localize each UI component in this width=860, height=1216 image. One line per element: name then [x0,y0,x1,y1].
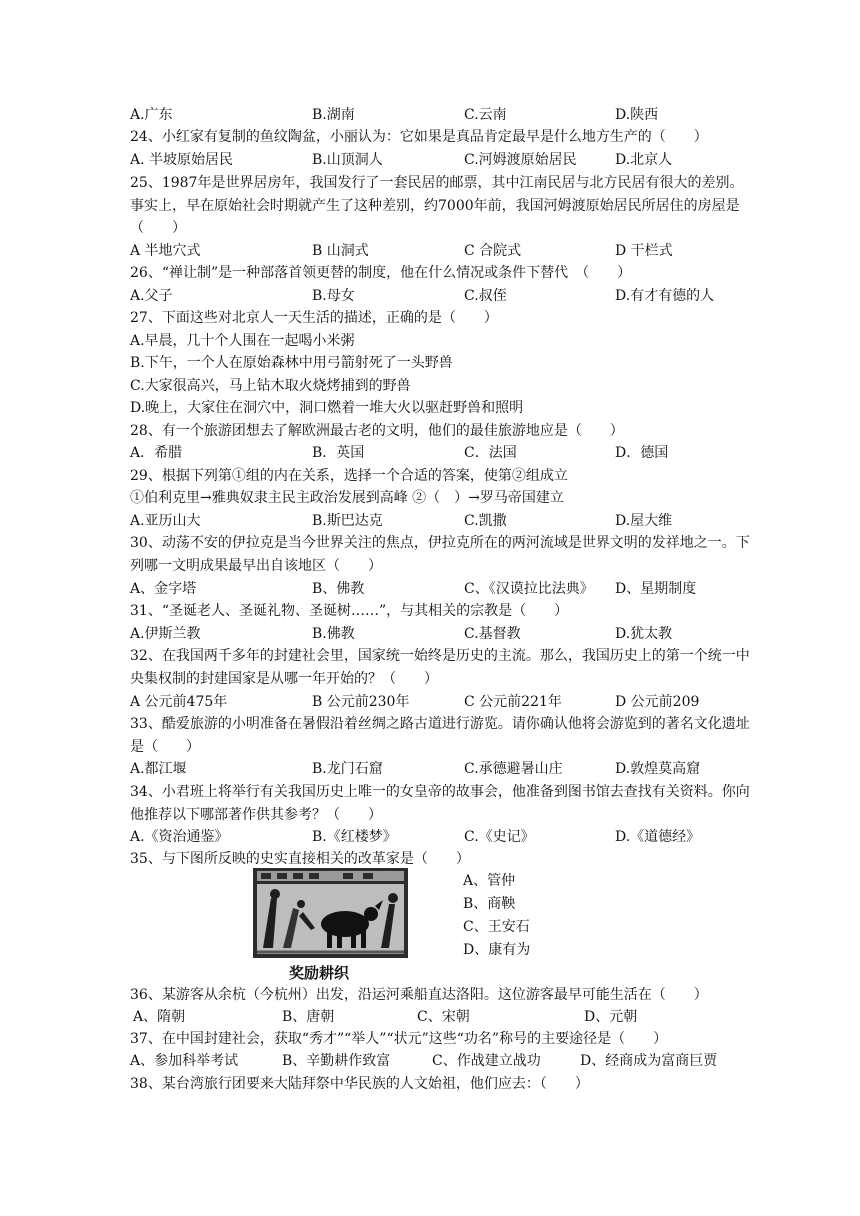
option-a: A.父子 [130,288,173,304]
option-c: C、作战建立战功 [432,1053,541,1069]
q35-option-a: A、管仲 [463,873,516,889]
q35-option-d: D、康有为 [463,942,531,958]
option-b: B．英国 [312,445,365,461]
q30-stem: 30、动荡不安的伊拉克是当今世界关注的焦点，伊拉克所在的两河流域是世界文明的发祥地之一。下列哪一文明成果最早出自该地区（ ） [130,535,750,574]
q28-options [130,442,750,464]
q31-stem: 31、“圣诞老人、圣诞礼物、圣诞树……”，与其相关的宗教是（ ） [130,603,569,619]
q26-options [130,285,750,307]
option-d: D.敦煌莫高窟 [615,761,701,777]
q27-option-d: D.晚上，大家住在洞穴中，洞口燃着一堆大火以驱赶野兽和照明 [130,400,524,416]
q27-option-b: B.下午，一个人在原始森林中用弓箭射死了一头野兽 [130,355,453,371]
q33-stem: 33、酷爱旅游的小明准备在暑假沿着丝绸之路古道进行游览。请你确认他将会游览到的著名文化遗址是（ ） [130,716,750,755]
option-c: C、《汉谟拉比法典》 [464,581,594,597]
option-d: D 公元前209 [615,694,700,710]
q32-options [130,691,750,713]
option-a: A. 半坡原始居民 [130,152,234,168]
q29-options [130,510,750,532]
q32-stem: 32、在我国两千多年的封建社会里，国家统一始终是历史的主流。那么，我国历史上的第一个统一中央集权制的封建国家是从哪一年开始的？（ ） [130,648,750,687]
q24-options [130,149,750,171]
option-d: D.有才有德的人 [615,288,715,304]
option-c: C.《史记》 [464,829,535,845]
option-d: D 干栏式 [615,243,673,259]
option-c: C 合院式 [464,243,522,259]
option-b: B 公元前230年 [312,694,410,710]
q33-options [130,758,750,780]
image-caption: 奖励耕织 [289,964,350,982]
q35-stem: 35、与下图所反映的史实直接相关的改革家是（ ） [130,851,470,867]
option-b: B.斯巴达克 [312,513,383,529]
option-b: B.湖南 [312,107,355,123]
option-c: C．法国 [464,445,517,461]
option-a: A.都江堰 [130,761,187,777]
option-d: D、星期制度 [615,581,697,597]
option-a: A 公元前475年 [130,694,228,710]
option-a: A 半地穴式 [130,243,201,259]
q27-option-a: A.早晨，几十个人围在一起喝小米粥 [130,333,355,349]
q25-options [130,240,750,262]
q37-options [130,1050,750,1072]
option-d: D.屋大维 [615,513,673,529]
option-b: B、辛勤耕作致富 [282,1053,391,1069]
option-d: D．德国 [615,445,669,461]
option-a: A.亚历山大 [130,513,201,529]
option-a: A.伊斯兰教 [130,626,201,642]
q26-stem: 26、“禅让制”是一种部落首领更替的制度，他在什么情况或条件下替代 （ ） [130,265,632,281]
q34-options [130,826,750,848]
q27-stem: 27、下面这些对北京人一天生活的描述，正确的是（ ） [130,310,498,326]
option-c: C.云南 [464,107,507,123]
q29-stem: 29、根据下列第①组的内在关系，选择一个合适的答案，使第②组成立 [130,468,568,484]
option-b: B.山顶洞人 [312,152,383,168]
option-d: D.陕西 [615,107,659,123]
q28-stem: 28、有一个旅游团想去了解欧洲最古老的文明，他们的最佳旅游地应是（ ） [130,423,624,439]
q34-stem: 34、小君班上将举行有关我国历史上唯一的女皇帝的故事会，他准备到图书馆去查找有关资料。你向他推荐以下哪部著作供其参考？（ ） [130,784,750,823]
option-a: A．希腊 [130,445,183,461]
q38-stem: 38、某台湾旅行团要来大陆拜祭中华民族的人文始祖，他们应去：（ ） [130,1076,589,1092]
option-c: C.承德避暑山庄 [464,761,563,777]
option-a: A.广东 [130,107,173,123]
q24-stem: 24、小红家有复制的鱼纹陶盆，小丽认为：它如果是真品肯定最早是什么地方生产的（ ） [130,129,708,145]
option-b: B.《红楼梦》 [312,829,397,845]
option-d: D、经商成为富商巨贾 [580,1053,718,1069]
option-d: D.《道德经》 [615,829,701,845]
q37-stem: 37、在中国封建社会，获取“秀才”“举人”“状元”这些“功名”称号的主要途径是（ ） [130,1031,668,1047]
q35-option-b: B、商鞅 [463,896,516,912]
q30-options [130,578,750,600]
q35-option-c: C、王安石 [463,919,530,935]
woodcut-illustration [253,868,408,958]
option-c: C.河姆渡原始居民 [464,152,577,168]
option-a: A、金字塔 [130,581,197,597]
q27-option-c: C.大家很高兴，马上钻木取火烧烤捕到的野兽 [130,378,411,394]
option-c: C 公元前221年 [464,694,562,710]
option-b: B.龙门石窟 [312,761,383,777]
option-c: C.凯撒 [464,513,507,529]
option-d: D.北京人 [615,152,673,168]
option-d: D、元朝 [584,1009,638,1025]
option-a: A、参加科举考试 [130,1053,239,1069]
q36-options [130,1006,750,1028]
option-d: D.犹太教 [615,626,673,642]
farming-woodcut-image [253,868,408,958]
option-a: A、隋朝 [133,1009,186,1025]
option-c: C、宋朝 [417,1009,470,1025]
q25-stem: 25、1987年是世界居房年，我国发行了一套民居的邮票，其中江南民居与北方民居有很大的差别。事实上，早在原始社会时期就产生了这种差别，约7000年前，我国河姆渡原始居民所居住的房屋是（ ） [130,175,744,236]
option-a: A.《资治通鉴》 [130,829,229,845]
option-b: B 山洞式 [312,243,369,259]
option-b: B、唐朝 [282,1009,335,1025]
option-c: C.基督教 [464,626,521,642]
q36-stem: 36、某游客从余杭（今杭州）出发，沿运河乘船直达洛阳。这位游客最早可能生活在（ ） [130,987,708,1003]
q29-relation: ①伯利克里→雅典奴隶主民主政治发展到高峰 ②（ ）→罗马帝国建立 [130,490,564,506]
option-b: B.佛教 [312,626,355,642]
q23-options [130,104,750,126]
q31-options [130,623,750,645]
option-c: C.叔侄 [464,288,507,304]
option-b: B、佛教 [312,581,365,597]
option-b: B.母女 [312,288,355,304]
